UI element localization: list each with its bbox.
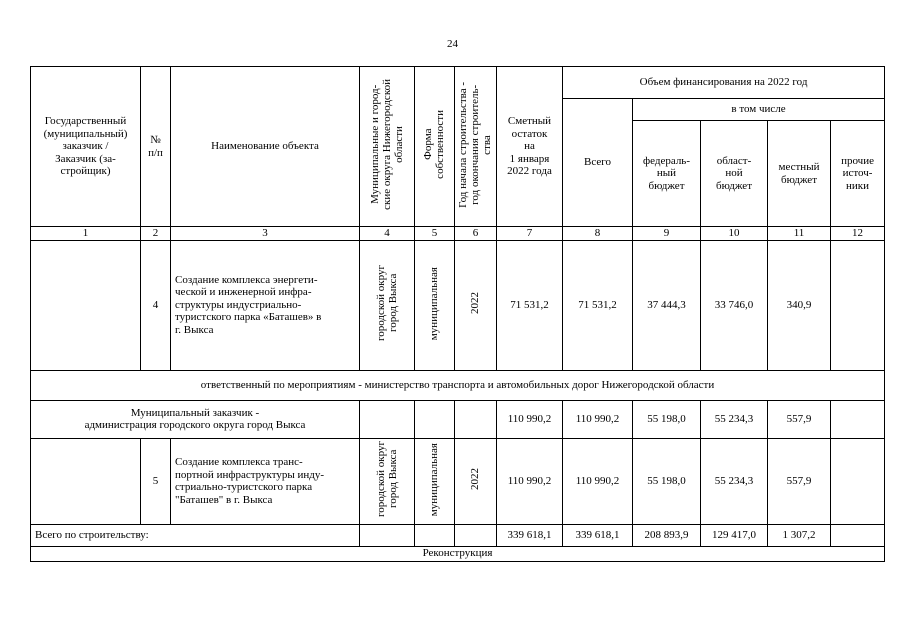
ownership-cell xyxy=(415,438,455,524)
regional-value: 33 746,0 xyxy=(701,240,768,370)
total-row xyxy=(31,524,885,546)
municipality: городской округ город Выкса xyxy=(374,441,399,518)
regional-value: 55 234,3 xyxy=(701,400,768,438)
header-municipality: Муниципальные и город- ские округа Нижегородской области xyxy=(368,79,406,211)
empty-cell xyxy=(455,400,497,438)
column-number: 8 xyxy=(563,227,633,241)
header-customer: Государственный (муниципальный) заказчик / Заказчик (за- стройщик) xyxy=(31,67,141,227)
header-years-cell xyxy=(455,67,497,227)
empty-cell xyxy=(360,400,415,438)
column-number: 3 xyxy=(171,227,360,241)
year: 2022 xyxy=(469,292,482,315)
section-title: Реконструкция xyxy=(31,546,885,561)
customer-label: Муниципальный заказчик - администрация городского округа город Выкса xyxy=(31,400,360,438)
local-value: 557,9 xyxy=(768,438,831,524)
estimated-balance: 339 618,1 xyxy=(497,524,563,546)
row-number: 5 xyxy=(141,438,171,524)
header-object-name: Наименование объекта xyxy=(171,67,360,227)
header-regional: област- ной бюджет xyxy=(701,121,768,227)
column-number: 6 xyxy=(455,227,497,241)
other-value xyxy=(831,400,885,438)
financing-table xyxy=(30,66,885,562)
other-value xyxy=(831,524,885,546)
table-row xyxy=(31,438,885,524)
header-ownership-cell xyxy=(415,67,455,227)
year-cell xyxy=(455,438,497,524)
column-number: 12 xyxy=(831,227,885,241)
ownership: муниципальная xyxy=(428,266,441,340)
empty-cell xyxy=(415,400,455,438)
ownership-cell xyxy=(415,240,455,370)
header-federal: федераль- ный бюджет xyxy=(633,121,701,227)
page-number: 24 xyxy=(447,38,458,50)
total-label: Всего по строительству: xyxy=(31,524,360,546)
column-number: 2 xyxy=(141,227,171,241)
section-row xyxy=(31,546,885,561)
federal-value: 55 198,0 xyxy=(633,400,701,438)
total-value: 71 531,2 xyxy=(563,240,633,370)
local-value: 557,9 xyxy=(768,400,831,438)
object-name: Создание комплекса энергети- ческой и инженерной инфра- структуры индустриально- туристского парка «Баташев» в г. Выкса xyxy=(171,240,360,370)
regional-value: 55 234,3 xyxy=(701,438,768,524)
header-number: № п/п xyxy=(141,67,171,227)
regional-value: 129 417,0 xyxy=(701,524,768,546)
municipality-cell xyxy=(360,438,415,524)
column-number: 10 xyxy=(701,227,768,241)
empty-cell xyxy=(415,524,455,546)
local-value: 1 307,2 xyxy=(768,524,831,546)
column-number: 4 xyxy=(360,227,415,241)
column-numbers-row xyxy=(31,227,885,241)
object-name: Создание комплекса транс- портной инфраструктуры инду- стриально-туристского парка "Баташев" в г. Выкса xyxy=(171,438,360,524)
federal-value: 208 893,9 xyxy=(633,524,701,546)
customer-cell xyxy=(31,240,141,370)
year: 2022 xyxy=(469,468,482,491)
row-number: 4 xyxy=(141,240,171,370)
ownership: муниципальная xyxy=(428,442,441,516)
column-number: 9 xyxy=(633,227,701,241)
header-local: местный бюджет xyxy=(768,121,831,227)
column-number: 1 xyxy=(31,227,141,241)
header-other: прочие источ- ники xyxy=(831,121,885,227)
customer-row xyxy=(31,400,885,438)
column-number: 11 xyxy=(768,227,831,241)
estimated-balance: 71 531,2 xyxy=(497,240,563,370)
other-value xyxy=(831,438,885,524)
header-municipality-cell xyxy=(360,67,415,227)
estimated-balance: 110 990,2 xyxy=(497,438,563,524)
municipality: городской округ город Выкса xyxy=(374,265,399,342)
header-estimated-balance: Сметный остаток на 1 января 2022 года xyxy=(497,67,563,227)
empty-cell xyxy=(455,524,497,546)
other-value xyxy=(831,240,885,370)
responsible-text: ответственный по мероприятиям - министерство транспорта и автомобильных дорог Нижегородской области xyxy=(31,370,885,400)
total-value: 339 618,1 xyxy=(563,524,633,546)
empty-cell xyxy=(360,524,415,546)
year-cell xyxy=(455,240,497,370)
header-including: в том числе xyxy=(633,99,885,121)
header-financing-volume: Объем финансирования на 2022 год xyxy=(563,67,885,99)
table-row xyxy=(31,240,885,370)
header-total: Всего xyxy=(563,99,633,227)
column-number: 5 xyxy=(415,227,455,241)
total-value: 110 990,2 xyxy=(563,400,633,438)
header-ownership: Форма собственности xyxy=(422,110,447,180)
local-value: 340,9 xyxy=(768,240,831,370)
header-years: Год начала строительства - год окончания строитель- ства xyxy=(457,81,494,208)
federal-value: 37 444,3 xyxy=(633,240,701,370)
federal-value: 55 198,0 xyxy=(633,438,701,524)
customer-cell xyxy=(31,438,141,524)
estimated-balance: 110 990,2 xyxy=(497,400,563,438)
column-number: 7 xyxy=(497,227,563,241)
total-value: 110 990,2 xyxy=(563,438,633,524)
responsible-row xyxy=(31,370,885,400)
municipality-cell xyxy=(360,240,415,370)
